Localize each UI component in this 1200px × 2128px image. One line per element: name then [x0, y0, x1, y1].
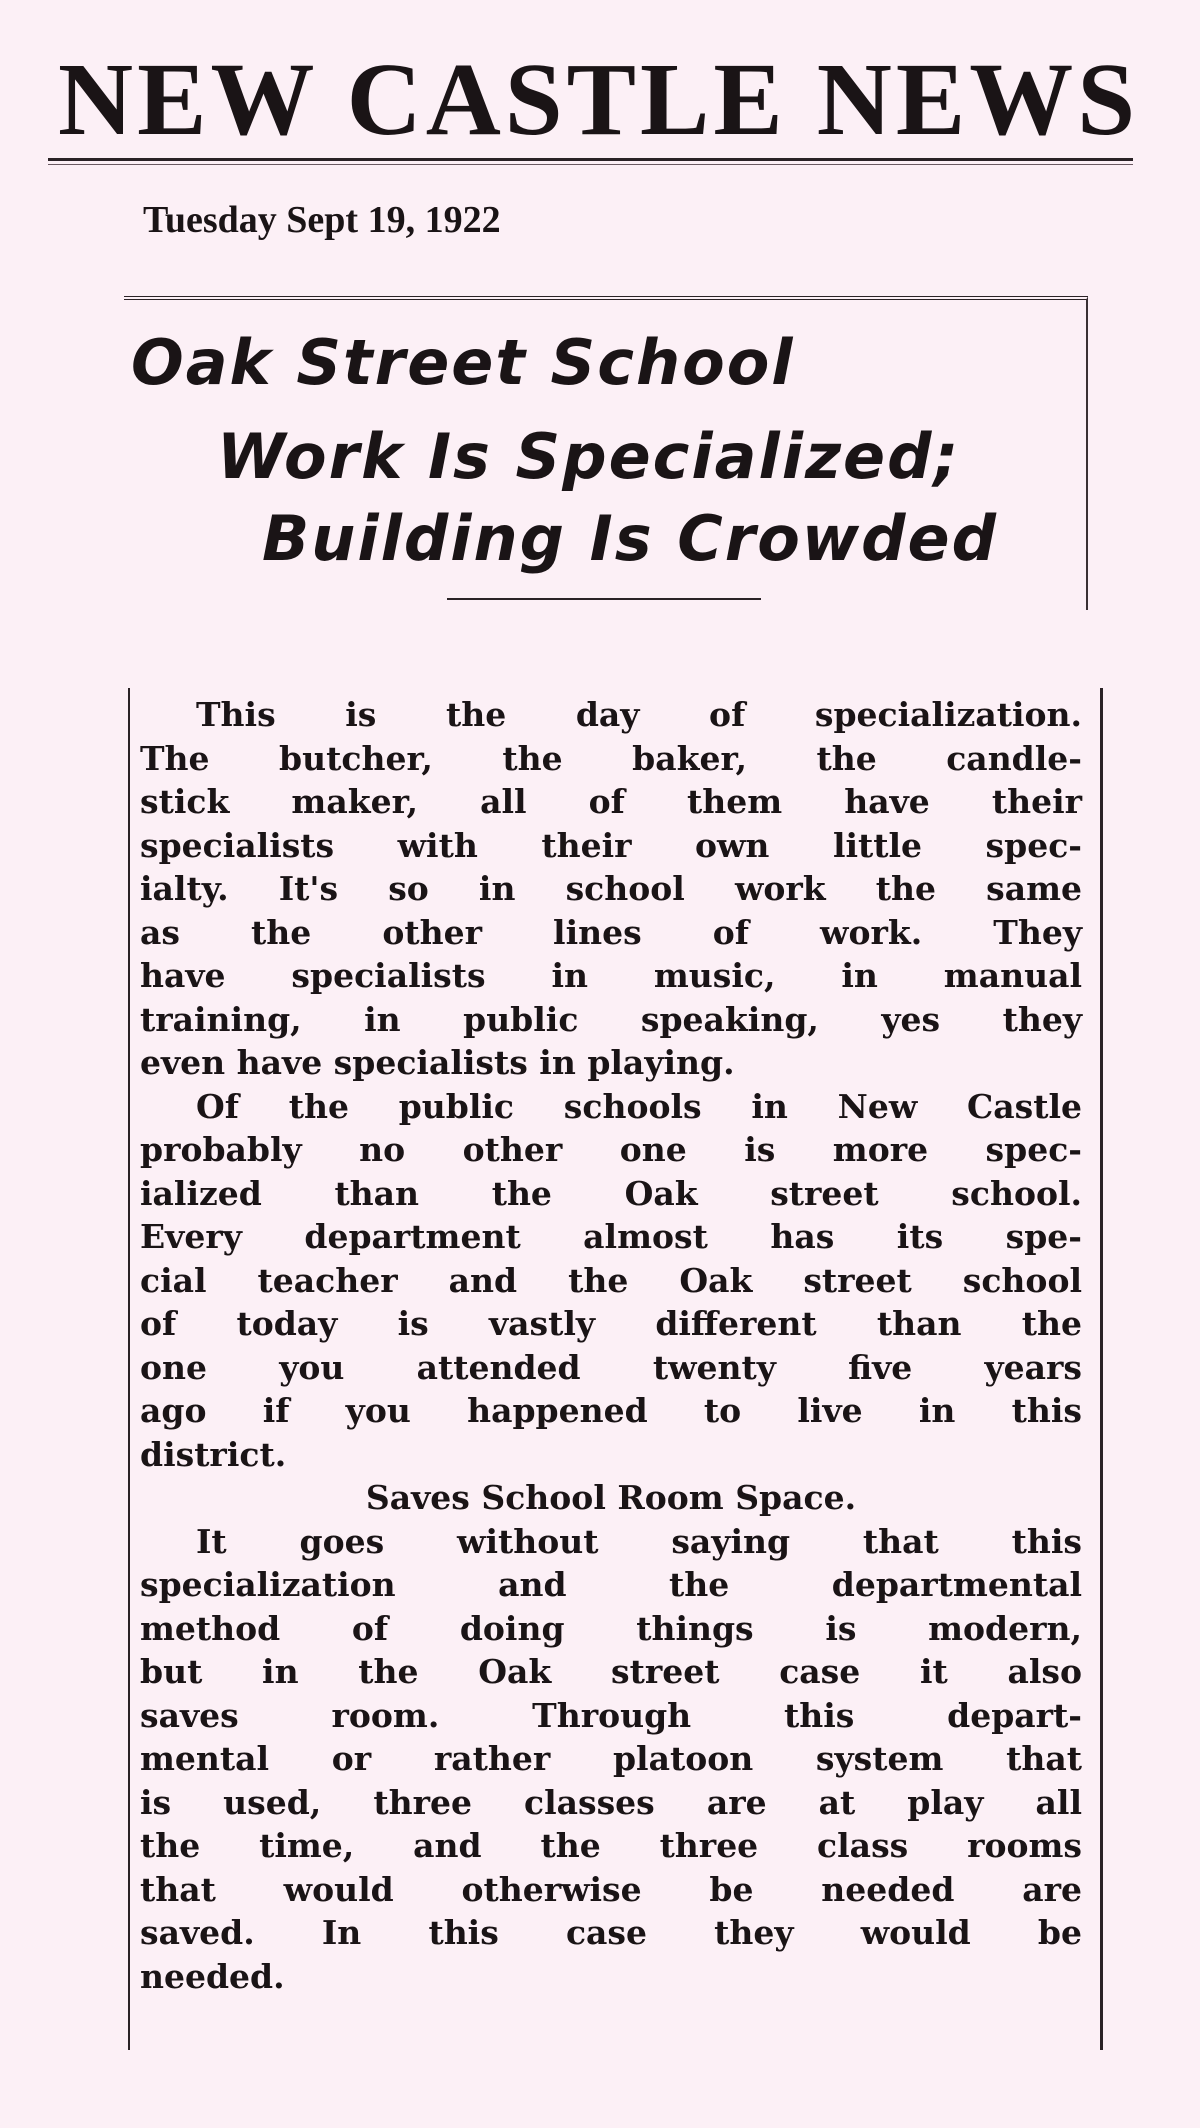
article-line: cial teacher and the Oak street school: [140, 1260, 1082, 1300]
masthead: NEW CASTLE NEWS: [58, 42, 1140, 157]
article-line: even have specialists in playing.: [140, 1043, 735, 1082]
article-line: needed.: [140, 1956, 285, 1996]
article-line: saves room. Through this depart-: [140, 1695, 1082, 1735]
article-line: the time, and the three class rooms: [140, 1826, 1082, 1865]
article-line: saved. In this case they would be: [140, 1913, 1082, 1952]
article-line: training, in public speaking, yes they: [140, 999, 1082, 1039]
publication-date: Tuesday Sept 19, 1922: [143, 199, 501, 241]
article-line: district.: [140, 1434, 287, 1474]
article-body: [140, 693, 1082, 1998]
article-line: as the other lines of work. They: [140, 912, 1082, 952]
article-line: is used, three classes are at play all: [140, 1782, 1082, 1822]
masthead-rule: [48, 158, 1133, 161]
article-line: that would otherwise be needed are: [140, 1869, 1082, 1909]
article-line: specialists with their own little spec-: [140, 825, 1082, 865]
headline-line-2: Work Is Specialized;: [217, 420, 961, 493]
masthead-rule-thin: [48, 164, 1133, 165]
headline-line-1: Oak Street School: [131, 326, 795, 399]
article-line: ialty. It's so in school work the same: [140, 869, 1082, 908]
article-line: ago if you happened to live in this: [140, 1391, 1082, 1430]
article-line: method of doing things is modern,: [140, 1608, 1082, 1648]
article-line: one you attended twenty five years: [140, 1347, 1082, 1387]
article-subhead: Saves School Room Space.: [365, 1478, 857, 1517]
article-line: have specialists in music, in manual: [140, 956, 1082, 995]
article-line: specialization and the departmental: [140, 1565, 1082, 1604]
article-line: mental or rather platoon system that: [140, 1739, 1082, 1778]
article-line: This is the day of specialization.: [196, 695, 1082, 734]
article-line: The butcher, the baker, the candle-: [140, 738, 1082, 778]
article-line: stick maker, all of them have their: [140, 782, 1082, 821]
headline-line-3: Building Is Crowded: [262, 502, 998, 575]
headline-divider: [447, 598, 761, 600]
article-line: but in the Oak street case it also: [140, 1652, 1082, 1691]
article-line: Of the public schools in New Castle: [196, 1086, 1082, 1126]
article-line: ialized than the Oak street school.: [140, 1173, 1082, 1213]
article-line: of today is vastly different than the: [140, 1304, 1082, 1343]
article-line: It goes without saying that this: [196, 1521, 1082, 1561]
article-line: probably no other one is more spec-: [140, 1130, 1082, 1169]
article-line: Every department almost has its spe-: [140, 1217, 1082, 1256]
